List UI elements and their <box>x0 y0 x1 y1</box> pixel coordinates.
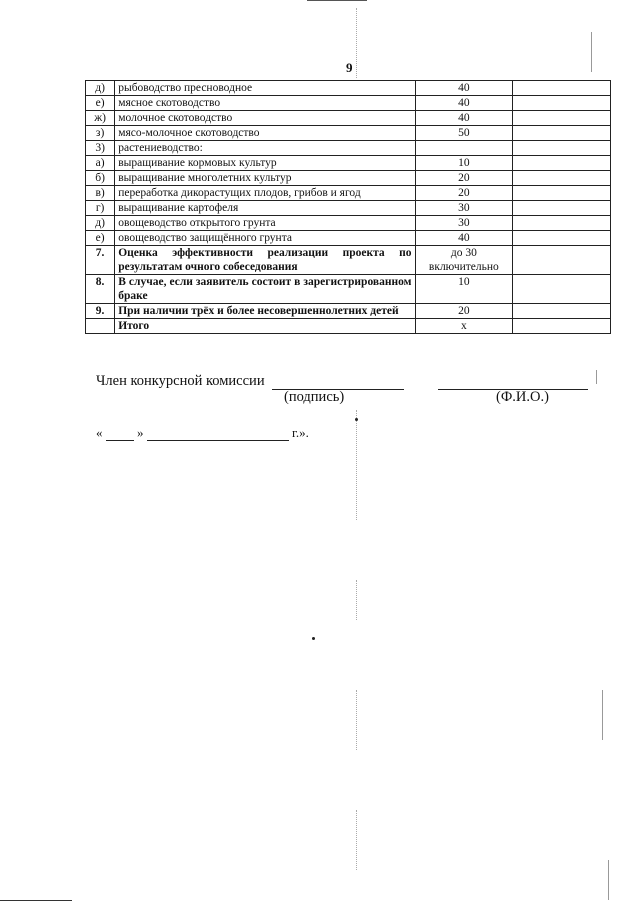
row-criterion: выращивание многолетних культур <box>115 171 415 186</box>
table-row <box>86 246 611 275</box>
row-number: 8. <box>86 275 115 304</box>
row-criterion: В случае, если заявитель состоит в зарегистрированном браке <box>115 275 415 304</box>
row-blank-cell <box>513 111 611 126</box>
table-row <box>86 156 611 171</box>
table-row <box>86 216 611 231</box>
row-number: ж) <box>86 111 115 126</box>
row-blank-cell <box>513 126 611 141</box>
day-blank <box>106 424 134 441</box>
row-score: 40 <box>415 231 513 246</box>
commission-member-label: Член конкурсной комиссии <box>96 373 265 389</box>
row-criterion: овощеводство защищённого грунта <box>115 231 415 246</box>
row-blank-cell <box>513 81 611 96</box>
row-criterion: молочное скотоводство <box>115 111 415 126</box>
scan-artifact-line <box>356 690 357 750</box>
scan-artifact-line <box>356 8 357 78</box>
scan-artifact-dot <box>312 637 315 640</box>
table-row <box>86 304 611 319</box>
scan-artifact-line <box>356 580 357 620</box>
row-score: х <box>415 319 513 334</box>
row-score: 50 <box>415 126 513 141</box>
table-row <box>86 201 611 216</box>
name-line <box>438 372 588 390</box>
row-blank-cell <box>513 246 611 275</box>
page-number: 9 <box>346 60 353 75</box>
criteria-table-body <box>86 81 611 334</box>
date-close-quote: » <box>137 425 144 440</box>
signature-row <box>96 372 588 390</box>
row-score: до 30 включительно <box>415 246 513 275</box>
row-criterion: При наличии трёх и более несовершеннолетних детей <box>115 304 415 319</box>
scan-artifact-mark <box>608 860 609 900</box>
row-blank-cell <box>513 96 611 111</box>
row-blank-cell <box>513 216 611 231</box>
signature-caption: (подпись) <box>284 389 345 405</box>
top-edge-line <box>307 0 367 1</box>
row-number: д) <box>86 81 115 96</box>
row-number: з) <box>86 126 115 141</box>
scan-artifact-line <box>356 410 357 520</box>
row-score <box>415 141 513 156</box>
row-blank-cell <box>513 275 611 304</box>
row-score: 40 <box>415 96 513 111</box>
row-score: 40 <box>415 81 513 96</box>
row-number: 7. <box>86 246 115 275</box>
row-criterion: овощеводство открытого грунта <box>115 216 415 231</box>
row-criterion: растениеводство: <box>115 141 415 156</box>
row-number: 3) <box>86 141 115 156</box>
row-score: 20 <box>415 186 513 201</box>
row-number: в) <box>86 186 115 201</box>
row-criterion: рыбоводство пресноводное <box>115 81 415 96</box>
table-row <box>86 171 611 186</box>
row-number: 9. <box>86 304 115 319</box>
row-number: е) <box>86 231 115 246</box>
row-number: б) <box>86 171 115 186</box>
row-blank-cell <box>513 201 611 216</box>
month-year-blank <box>147 424 289 441</box>
row-blank-cell <box>513 156 611 171</box>
table-row <box>86 126 611 141</box>
row-score: 30 <box>415 216 513 231</box>
row-criterion: выращивание кормовых культур <box>115 156 415 171</box>
row-blank-cell <box>513 304 611 319</box>
row-criterion: мясное скотоводство <box>115 96 415 111</box>
row-criterion: переработка дикорастущих плодов, грибов и ягод <box>115 186 415 201</box>
row-blank-cell <box>513 319 611 334</box>
row-number: д) <box>86 216 115 231</box>
row-criterion: Оценка эффективности реализации проекта по результатам очного собеседования <box>115 246 415 275</box>
row-blank-cell <box>513 186 611 201</box>
row-score: 30 <box>415 201 513 216</box>
table-row <box>86 231 611 246</box>
table-row <box>86 81 611 96</box>
name-caption: (Ф.И.О.) <box>496 389 549 405</box>
date-line <box>96 424 309 441</box>
row-number: а) <box>86 156 115 171</box>
row-criterion: мясо-молочное скотоводство <box>115 126 415 141</box>
criteria-table <box>85 80 611 334</box>
row-blank-cell <box>513 141 611 156</box>
row-score: 10 <box>415 275 513 304</box>
scan-artifact-mark <box>602 690 603 740</box>
row-score: 10 <box>415 156 513 171</box>
scan-artifact-line <box>356 810 357 870</box>
table-row <box>86 275 611 304</box>
table-row <box>86 96 611 111</box>
row-criterion: выращивание картофеля <box>115 201 415 216</box>
row-score: 40 <box>415 111 513 126</box>
row-blank-cell <box>513 171 611 186</box>
row-number: е) <box>86 96 115 111</box>
row-number: г) <box>86 201 115 216</box>
bottom-edge-line <box>0 900 72 901</box>
date-open-quote: « <box>96 425 103 440</box>
row-score: 20 <box>415 171 513 186</box>
row-score: 20 <box>415 304 513 319</box>
row-blank-cell <box>513 231 611 246</box>
table-row <box>86 319 611 334</box>
table-row <box>86 111 611 126</box>
scan-artifact-mark <box>596 370 597 384</box>
table-row <box>86 186 611 201</box>
signature-line <box>272 372 404 390</box>
scan-artifact-mark <box>591 32 592 72</box>
table-row <box>86 141 611 156</box>
row-criterion: Итого <box>115 319 415 334</box>
date-suffix: г.». <box>292 425 309 440</box>
scan-artifact-dot <box>355 418 358 421</box>
row-number <box>86 319 115 334</box>
